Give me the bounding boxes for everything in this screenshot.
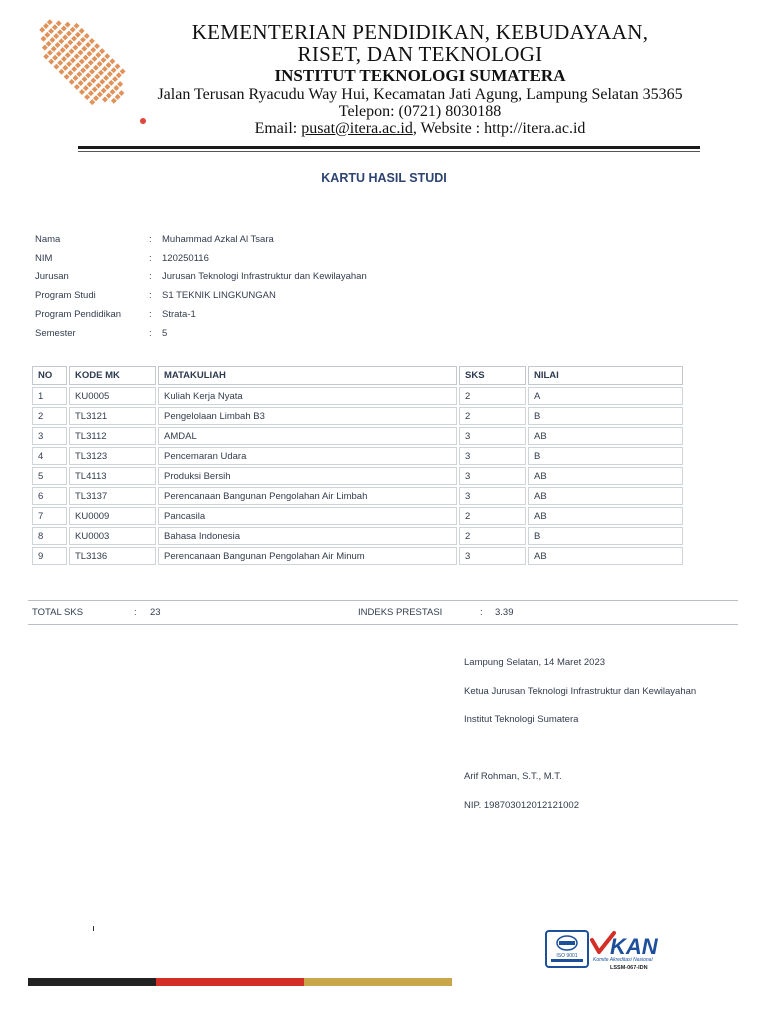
logo-dot [93, 65, 99, 71]
logo-dot [80, 67, 86, 73]
logo-dot [65, 52, 71, 58]
logo-dot [88, 60, 94, 66]
ip-colon: : [480, 607, 483, 618]
logo-dot [79, 58, 85, 64]
logo-dot [111, 98, 117, 104]
cell-matakuliah: Pencemaran Udara [158, 447, 457, 465]
cell-matakuliah: Kuliah Kerja Nyata [158, 387, 457, 405]
ip-label: INDEKS PRESTASI [358, 607, 443, 618]
logo-dot [48, 28, 54, 34]
institution-address: Jalan Terusan Ryacudu Way Hui, Kecamatan Jati Agung, Lampung Selatan 35365 [157, 86, 683, 103]
logo-dot [104, 84, 110, 90]
logo-dot [94, 43, 100, 49]
cell-sks: 3 [459, 447, 526, 465]
info-label: Semester [35, 328, 76, 339]
logo-dot [75, 32, 81, 38]
cell-kode-mk: TL4113 [69, 467, 156, 485]
logo-accent-dot [140, 118, 146, 124]
logo-dot [53, 33, 59, 39]
logo-dot [71, 36, 77, 42]
logo-dot [69, 79, 75, 85]
cell-kode-mk: TL3121 [69, 407, 156, 425]
cell-matakuliah: Perencanaan Bangunan Pengolahan Air Limbah [158, 487, 457, 505]
logo-dot [83, 55, 89, 61]
logo-dot [55, 42, 61, 48]
logo-dot [71, 66, 77, 72]
info-value: 5 [162, 328, 168, 339]
logo-dot [93, 95, 99, 101]
signature-nip: NIP. 198703012012121002 [464, 800, 579, 811]
summary-rule-bottom [28, 624, 738, 625]
institution-phone: Telepon: (0721) 8030188 [338, 103, 502, 120]
cell-nilai: B [528, 447, 683, 465]
logo-dot [43, 23, 49, 29]
cell-kode-mk: KU0003 [69, 527, 156, 545]
logo-dot [102, 97, 108, 103]
logo-dot [89, 99, 95, 105]
logo-dot [47, 50, 53, 56]
document-title: KARTU HASIL STUDI [321, 171, 447, 185]
cell-nilai: AB [528, 547, 683, 565]
logo-dot [39, 27, 45, 33]
logo-dot [65, 22, 71, 28]
logo-dot [108, 80, 114, 86]
logo-dot [53, 64, 59, 70]
footer-bar-black [28, 978, 156, 986]
cell-sks: 2 [459, 527, 526, 545]
ministry-line-1: KEMENTERIAN PENDIDIKAN, KEBUDAYAAN, [191, 20, 649, 44]
cell-nilai: AB [528, 487, 683, 505]
logo-dot [95, 52, 101, 58]
cell-nilai: AB [528, 427, 683, 445]
logo-dot [84, 94, 90, 100]
logo-dot [115, 63, 121, 69]
info-colon: : [149, 290, 152, 301]
logo-dot [79, 89, 85, 95]
header-sks: SKS [459, 366, 526, 385]
grades-table [30, 364, 685, 567]
logo-dot [74, 84, 80, 90]
info-label: Nama [35, 234, 61, 245]
logo-dot [52, 55, 58, 61]
logo-dot [76, 41, 82, 47]
logo-dot [57, 29, 63, 35]
kan-subtitle: Komite Akreditasi Nasional [593, 957, 653, 963]
signature-place-date: Lampung Selatan, 14 Maret 2023 [464, 657, 606, 668]
logo-dot [112, 76, 118, 82]
letterhead-rule-thin [78, 151, 700, 152]
logo-dot [90, 47, 96, 53]
logo-dot [59, 69, 65, 75]
page-mark [93, 926, 94, 931]
logo-dot [58, 38, 64, 44]
logo-dot [104, 53, 110, 59]
logo-dot [87, 81, 93, 87]
cell-kode-mk: TL3137 [69, 487, 156, 505]
logo-dot [79, 28, 85, 34]
cell-matakuliah: Pancasila [158, 507, 457, 525]
logo-dot [78, 80, 84, 86]
cell-matakuliah: Perencanaan Bangunan Pengolahan Air Minum [158, 547, 457, 565]
logo-dot [66, 61, 72, 67]
cell-kode-mk: TL3123 [69, 447, 156, 465]
cell-sks: 3 [459, 487, 526, 505]
kan-logo [590, 930, 686, 972]
logo-dot [92, 56, 98, 62]
logo-dot [70, 27, 76, 33]
logo-dot [56, 51, 62, 57]
header-matakuliah: MATAKULIAH [158, 366, 457, 385]
logo-dot [111, 67, 117, 73]
logo-dot [60, 47, 66, 53]
info-colon: : [149, 309, 152, 320]
table-row [32, 507, 683, 525]
logo-dot [94, 74, 100, 80]
cell-no: 9 [32, 547, 67, 565]
cell-no: 8 [32, 527, 67, 545]
info-label: Program Pendidikan [35, 309, 122, 320]
logo-dot [106, 62, 112, 68]
logo-dot [98, 70, 104, 76]
website-text: , Website : http://itera.ac.id [412, 120, 586, 137]
logo-dot [81, 46, 87, 52]
logo-dot [106, 93, 112, 99]
logo-dot [96, 83, 102, 89]
header-nilai: NILAI [528, 366, 683, 385]
logo-dot [118, 90, 124, 96]
cell-kode-mk: KU0005 [69, 387, 156, 405]
info-value: Jurusan Teknologi Infrastruktur dan Kewilayahan [162, 271, 367, 282]
logo-dot [100, 57, 106, 63]
signature-name: Arif Rohman, S.T., M.T. [464, 771, 562, 782]
iso-label: ISO 9001 [556, 953, 578, 959]
info-label: Program Studi [35, 290, 96, 301]
logo-dot [84, 33, 90, 39]
cell-no: 7 [32, 507, 67, 525]
logo-dot [61, 56, 67, 62]
logo-dot [101, 88, 107, 94]
cell-no: 3 [32, 427, 67, 445]
kan-wordmark: KAN [610, 934, 658, 959]
header-no: NO [32, 366, 67, 385]
cell-sks: 3 [459, 467, 526, 485]
itera-logo [38, 18, 158, 128]
logo-dot [92, 86, 98, 92]
logo-dot [74, 23, 80, 29]
logo-dot [64, 74, 70, 80]
cell-matakuliah: Pengelolaan Limbah B3 [158, 407, 457, 425]
table-row [32, 387, 683, 405]
email-link[interactable]: pusat@itera.ac.id [301, 120, 413, 137]
logo-dot [75, 62, 81, 68]
logo-dot [109, 58, 115, 64]
logo-dot [102, 66, 108, 72]
table-header-row [32, 366, 683, 385]
info-value: S1 TEKNIK LINGKUNGAN [162, 290, 276, 301]
logo-dot [82, 76, 88, 82]
info-colon: : [149, 234, 152, 245]
cell-no: 2 [32, 407, 67, 425]
logo-dot [64, 43, 70, 49]
logo-dot [49, 37, 55, 43]
footer-bar-red [156, 978, 304, 986]
logo-dot [99, 48, 105, 54]
sgs-iso-badge [545, 930, 589, 968]
cell-sks: 2 [459, 407, 526, 425]
logo-dot [69, 48, 75, 54]
cell-sks: 3 [459, 427, 526, 445]
info-value: Strata-1 [162, 309, 196, 320]
table-row [32, 407, 683, 425]
cell-nilai: B [528, 527, 683, 545]
cell-nilai: A [528, 387, 683, 405]
cell-nilai: AB [528, 467, 683, 485]
logo-dot [115, 94, 121, 100]
info-value: Muhammad Azkal Al Tsara [162, 234, 274, 245]
cell-matakuliah: Produksi Bersih [158, 467, 457, 485]
info-colon: : [149, 328, 152, 339]
logo-dot [120, 68, 126, 74]
ip-value: 3.39 [495, 607, 514, 618]
logo-dot [70, 57, 76, 63]
total-sks-value: 23 [150, 607, 161, 618]
cell-no: 5 [32, 467, 67, 485]
logo-dot [80, 37, 86, 43]
logo-dot [43, 54, 49, 60]
total-sks-label: TOTAL SKS [32, 607, 84, 618]
logo-dot [44, 32, 50, 38]
institution-name: INSTITUT TEKNOLOGI SUMATERA [274, 66, 566, 85]
logo-dot [57, 60, 63, 66]
institution-contact [150, 120, 690, 138]
logo-dot [72, 45, 78, 51]
header-kode-mk: KODE MK [69, 366, 156, 385]
logo-dot [74, 53, 80, 59]
logo-dot [97, 61, 103, 67]
kan-code: LSSM-067-IDN [610, 965, 648, 971]
logo-dot [107, 71, 113, 77]
cell-sks: 2 [459, 507, 526, 525]
table-row [32, 487, 683, 505]
cell-matakuliah: Bahasa Indonesia [158, 527, 457, 545]
logo-dot [62, 65, 68, 71]
logo-dot [67, 39, 73, 45]
table-row [32, 447, 683, 465]
logo-dot [56, 20, 62, 26]
logo-dot [85, 42, 91, 48]
logo-dot [110, 89, 116, 95]
logo-dot [73, 75, 79, 81]
logo-dot [117, 81, 123, 87]
table-row [32, 547, 683, 565]
table-row [32, 427, 683, 445]
cell-kode-mk: TL3136 [69, 547, 156, 565]
table-row [32, 527, 683, 545]
logo-dot [78, 50, 84, 56]
logo-dot [103, 75, 109, 81]
logo-dot [66, 31, 72, 37]
cell-no: 1 [32, 387, 67, 405]
cell-kode-mk: KU0009 [69, 507, 156, 525]
info-colon: : [149, 253, 152, 264]
logo-dot [88, 90, 94, 96]
cell-nilai: AB [528, 507, 683, 525]
info-label: Jurusan [35, 271, 69, 282]
logo-dot [89, 69, 95, 75]
logo-dot [113, 85, 119, 91]
letterhead-rule-thick [78, 146, 700, 149]
logo-dot [41, 36, 47, 42]
logo-dot [48, 59, 54, 65]
logo-dot [62, 34, 68, 40]
logo-dot [42, 45, 48, 51]
cell-sks: 2 [459, 387, 526, 405]
footer-bar-gold [304, 978, 452, 986]
logo-dot [99, 79, 105, 85]
cell-nilai: B [528, 407, 683, 425]
ministry-line-2: RISET, DAN TEKNOLOGI [297, 42, 543, 66]
cell-no: 4 [32, 447, 67, 465]
logo-dot [61, 25, 67, 31]
cell-sks: 3 [459, 547, 526, 565]
logo-dot [51, 46, 57, 52]
logo-dot [76, 71, 82, 77]
logo-dot [86, 51, 92, 57]
signature-institution: Institut Teknologi Sumatera [464, 714, 579, 725]
logo-dot [67, 70, 73, 76]
logo-dot [84, 64, 90, 70]
sgs-iso-icon [547, 932, 587, 966]
summary-rule-top [28, 600, 738, 601]
info-label: NIM [35, 253, 53, 264]
cell-matakuliah: AMDAL [158, 427, 457, 445]
info-value: 120250116 [162, 253, 209, 264]
logo-dot [85, 72, 91, 78]
signature-position: Ketua Jurusan Teknologi Infrastruktur dan Kewilayahan [464, 686, 697, 697]
table-row [32, 467, 683, 485]
logo-dot [116, 72, 122, 78]
cell-kode-mk: TL3112 [69, 427, 156, 445]
email-prefix: Email: [254, 120, 302, 137]
logo-dot [89, 38, 95, 44]
total-sks-colon: : [134, 607, 137, 618]
info-colon: : [149, 271, 152, 282]
logo-dot [97, 91, 103, 97]
logo-dot [47, 19, 53, 25]
logo-dot [46, 41, 52, 47]
logo-dot [90, 78, 96, 84]
logo-dot [52, 24, 58, 30]
logo-dot [83, 85, 89, 91]
cell-no: 6 [32, 487, 67, 505]
